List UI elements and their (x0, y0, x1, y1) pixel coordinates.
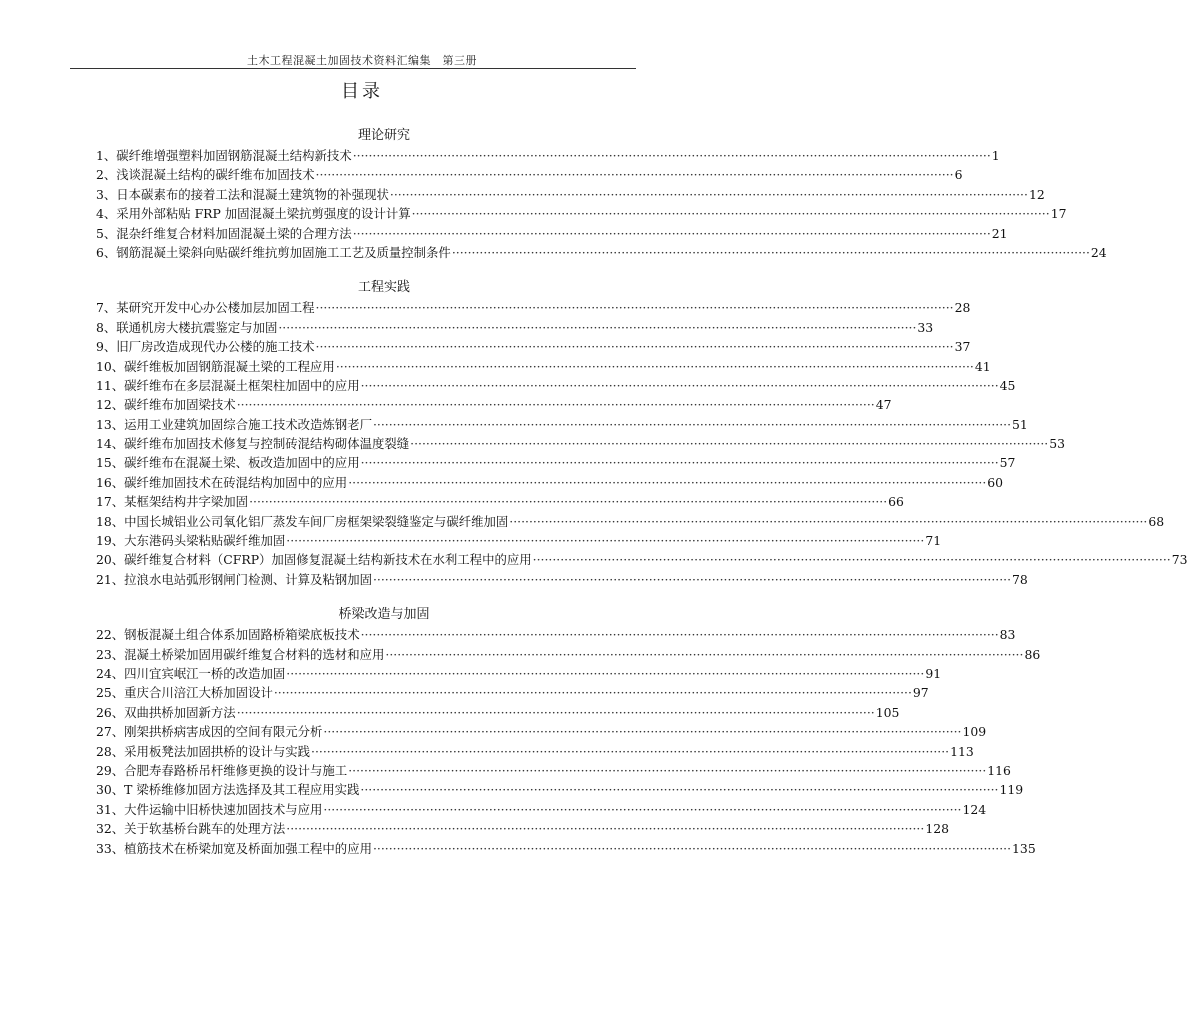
entry-title: 大东港码头梁粘贴碳纤维加固 (124, 533, 286, 549)
entry-number: 1、 (96, 148, 117, 163)
section-heading: 桥梁改造与加固 (338, 607, 430, 623)
dot-leader (274, 683, 912, 702)
dot-leader (385, 645, 1023, 664)
toc-entry[interactable] (96, 722, 987, 741)
entry-title: 碳纤维加固技术在砖混结构加固中的应用 (124, 474, 348, 490)
toc-entry[interactable] (96, 473, 1004, 492)
entry-title: 碳纤维布在多层混凝土框架柱加固中的应用 (124, 377, 360, 393)
entry-title: 双曲拱桥加固新方法 (124, 704, 236, 720)
toc-entry[interactable] (96, 224, 1008, 243)
entry-page: 71 (925, 533, 942, 549)
dot-leader (237, 703, 875, 722)
dot-leader (360, 780, 998, 799)
entry-title: 大件运输中旧桥快速加固技术与应用 (124, 801, 323, 817)
toc-entry[interactable] (96, 453, 1016, 472)
dot-leader (336, 357, 974, 376)
dot-leader (286, 819, 924, 838)
entry-page: 109 (962, 724, 987, 740)
header-divider (70, 68, 636, 69)
toc-entry[interactable] (96, 318, 934, 337)
dot-leader (452, 243, 1090, 262)
entry-title: 中国长城铝业公司氧化铝厂蒸发车间厂房框架梁裂缝鉴定与碳纤维加固 (124, 513, 509, 529)
toc-entry[interactable] (96, 664, 942, 683)
entry-number: 4、 (96, 206, 117, 222)
dot-leader (361, 453, 999, 472)
entry-number: 30、 (96, 782, 125, 798)
dot-leader (249, 492, 887, 511)
toc-entry[interactable] (96, 415, 1028, 434)
entry-title: 关于软基桥台跳车的处理方法 (124, 821, 286, 837)
running-header: 土木工程混凝土加固技术资料汇编集 第三册 (247, 54, 477, 67)
dot-leader (533, 550, 1171, 569)
toc-entry[interactable] (96, 243, 1107, 262)
entry-title: T 梁桥维修加固方法选择及其工程应用实践 (124, 782, 360, 798)
entry-number: 8、 (96, 319, 117, 335)
toc-entry[interactable] (96, 780, 1024, 799)
entry-page: 128 (925, 821, 949, 837)
toc-entry[interactable] (96, 395, 892, 414)
entry-page: 45 (999, 377, 1016, 393)
entry-title: 浅谈混凝土结构的碳纤维布加固技术 (116, 167, 315, 183)
entry-number: 32、 (96, 821, 125, 837)
dot-leader (353, 146, 991, 165)
entry-page: 119 (999, 782, 1024, 798)
entry-title: 碳纤维布在混凝土梁、板改造加固中的应用 (124, 455, 360, 471)
entry-page: 21 (991, 225, 1008, 241)
entry-page: 86 (1024, 646, 1041, 662)
entry-page: 24 (1090, 244, 1107, 260)
entry-page: 68 (1148, 513, 1165, 529)
entry-page: 12 (1028, 186, 1045, 202)
entry-page: 17 (1050, 206, 1067, 222)
toc-entry[interactable] (96, 357, 991, 376)
entry-page: 51 (1012, 416, 1028, 432)
toc-entry[interactable] (96, 703, 900, 722)
toc-entry[interactable] (96, 570, 1028, 589)
entry-title: 钢板混凝土组合体系加固路桥箱梁底板技术 (124, 627, 360, 643)
toc-entry[interactable] (96, 800, 987, 819)
dot-leader (361, 376, 999, 395)
dot-leader (373, 570, 1011, 589)
section-theory (96, 126, 1107, 262)
dot-leader (278, 318, 916, 337)
entry-number: 6、 (96, 244, 117, 260)
dot-leader (361, 625, 999, 644)
entry-number: 25、 (96, 685, 125, 701)
toc-entry[interactable] (96, 625, 1016, 644)
entry-title: 碳纤维复合材料（CFRP）加固修复混凝土结构新技术在水利工程中的应用 (124, 552, 532, 568)
entry-number: 9、 (96, 339, 117, 355)
toc-entry[interactable] (96, 492, 904, 511)
entry-title: 采用外部粘贴 FRP 加固混凝土梁抗剪强度的设计计算 (116, 206, 411, 222)
dot-leader (286, 531, 924, 550)
entry-number: 21、 (96, 571, 125, 587)
entry-number: 13、 (96, 416, 125, 432)
toc-entry[interactable] (96, 683, 929, 702)
dot-leader (353, 224, 991, 243)
entry-number: 33、 (96, 840, 125, 856)
entry-number: 23、 (96, 646, 125, 662)
entry-title: 联通机房大楼抗震鉴定与加固 (116, 319, 278, 335)
toc-entry[interactable] (96, 839, 1036, 858)
entry-page: 73 (1171, 552, 1187, 568)
entry-number: 3、 (96, 186, 117, 202)
entry-page: 97 (912, 685, 929, 701)
entry-title: 拉浪水电站弧形钢闸门检测、计算及粘钢加固 (124, 571, 372, 587)
entry-page: 47 (875, 397, 892, 413)
section-heading: 工程实践 (357, 280, 410, 296)
dot-leader (316, 298, 954, 317)
entry-page: 37 (954, 339, 971, 355)
entry-number: 28、 (96, 743, 125, 759)
entry-title: 合肥寿春路桥吊杆维修更换的设计与施工 (124, 762, 348, 778)
entry-number: 5、 (96, 225, 117, 241)
entry-number: 31、 (96, 801, 125, 817)
entry-number: 19、 (96, 533, 125, 549)
entry-title: 混杂纤维复合材料加固混凝土梁的合理方法 (116, 225, 352, 241)
entry-page: 78 (1012, 571, 1028, 587)
entry-page: 57 (999, 455, 1016, 471)
entry-title: 刚架拱桥病害成因的空间有限元分析 (124, 724, 323, 740)
entry-title: 混凝土桥梁加固用碳纤维复合材料的选材和应用 (124, 646, 385, 662)
entry-page: 83 (999, 627, 1016, 643)
dot-leader (311, 742, 949, 761)
entry-page: 124 (962, 801, 987, 817)
entry-page: 33 (917, 319, 934, 335)
table-of-contents (96, 126, 1187, 858)
entry-title: 重庆合川涪江大桥加固设计 (124, 685, 273, 701)
dot-leader (390, 185, 1028, 204)
entry-title: 碳纤维布加固技术修复与控制砖混结构砌体温度裂缝 (124, 436, 410, 452)
toc-entry[interactable] (96, 204, 1067, 223)
toc-entry[interactable] (96, 434, 1065, 453)
entry-number: 20、 (96, 552, 125, 568)
entry-number: 12、 (96, 397, 125, 413)
entry-page: 53 (1049, 436, 1065, 452)
toc-entry[interactable] (96, 376, 1016, 395)
entry-title: 四川宜宾岷江一桥的改造加固 (124, 665, 286, 681)
toc-entry[interactable] (96, 645, 1041, 664)
entry-number: 16、 (96, 474, 125, 490)
entry-title: 钢筋混凝土梁斜向贴碳纤维抗剪加固施工工艺及质量控制条件 (116, 244, 451, 260)
entry-number: 26、 (96, 704, 125, 720)
entry-number: 11、 (96, 377, 125, 393)
entry-title: 运用工业建筑加固综合施工技术改造炼钢老厂 (124, 416, 372, 432)
page-title: 目录 (341, 81, 383, 102)
dot-leader (410, 434, 1048, 453)
entry-number: 7、 (96, 300, 117, 316)
toc-entry[interactable] (96, 298, 971, 317)
toc-entry[interactable] (96, 512, 1165, 531)
entry-number: 10、 (96, 358, 125, 374)
dot-leader (373, 839, 1011, 858)
entry-page: 66 (888, 494, 904, 510)
entry-title: 碳纤维增强塑料加固钢筋混凝土结构新技术 (116, 148, 352, 163)
entry-page: 116 (987, 762, 1011, 778)
toc-entry[interactable] (96, 761, 1011, 780)
entry-title: 日本碳素布的接着工法和混凝土建筑物的补强现状 (116, 186, 389, 202)
entry-number: 27、 (96, 724, 125, 740)
toc-entry[interactable] (96, 185, 1045, 204)
section-practice (96, 278, 1187, 589)
entry-number: 17、 (96, 494, 125, 510)
entry-number: 22、 (96, 627, 125, 643)
entry-page: 91 (925, 665, 942, 681)
entry-title: 采用板凳法加固拱桥的设计与实践 (124, 743, 311, 759)
dot-leader (323, 800, 961, 819)
entry-number: 15、 (96, 455, 125, 471)
toc-entry[interactable] (96, 819, 949, 838)
entry-title: 某框架结构井字梁加固 (124, 494, 249, 510)
entry-number: 14、 (96, 436, 125, 452)
toc-entry[interactable] (96, 531, 942, 550)
entry-number: 18、 (96, 513, 125, 529)
dot-leader (316, 165, 954, 184)
entry-title: 植筋技术在桥梁加宽及桥面加强工程中的应用 (124, 840, 372, 856)
dot-leader (509, 512, 1147, 531)
section-bridges (96, 605, 1041, 858)
entry-title: 碳纤维板加固钢筋混凝土梁的工程应用 (124, 358, 335, 374)
toc-entry[interactable] (96, 165, 963, 184)
dot-leader (412, 204, 1050, 223)
toc-entry[interactable] (96, 742, 974, 761)
entry-page: 105 (875, 704, 900, 720)
dot-leader (348, 473, 986, 492)
dot-leader (323, 722, 961, 741)
toc-entry[interactable] (96, 550, 1187, 569)
entry-page: 41 (974, 358, 991, 374)
toc-entry[interactable] (96, 337, 971, 356)
entry-number: 24、 (96, 665, 125, 681)
entry-page: 1 (991, 148, 1000, 163)
dot-leader (373, 415, 1011, 434)
entry-number: 2、 (96, 167, 117, 183)
entry-number: 29、 (96, 762, 125, 778)
dot-leader (316, 337, 954, 356)
entry-page: 60 (987, 474, 1004, 490)
toc-entry[interactable] (96, 146, 1000, 165)
section-heading: 理论研究 (357, 128, 410, 143)
dot-leader (286, 664, 924, 683)
entry-title: 某研究开发中心办公楼加层加固工程 (116, 300, 315, 316)
dot-leader (348, 761, 986, 780)
entry-title: 旧厂房改造成现代办公楼的施工技术 (116, 339, 315, 355)
dot-leader (237, 395, 875, 414)
entry-page: 135 (1012, 840, 1036, 856)
entry-page: 113 (950, 743, 974, 759)
entry-title: 碳纤维布加固梁技术 (124, 397, 236, 413)
entry-page: 6 (954, 167, 963, 183)
entry-page: 28 (954, 300, 971, 316)
